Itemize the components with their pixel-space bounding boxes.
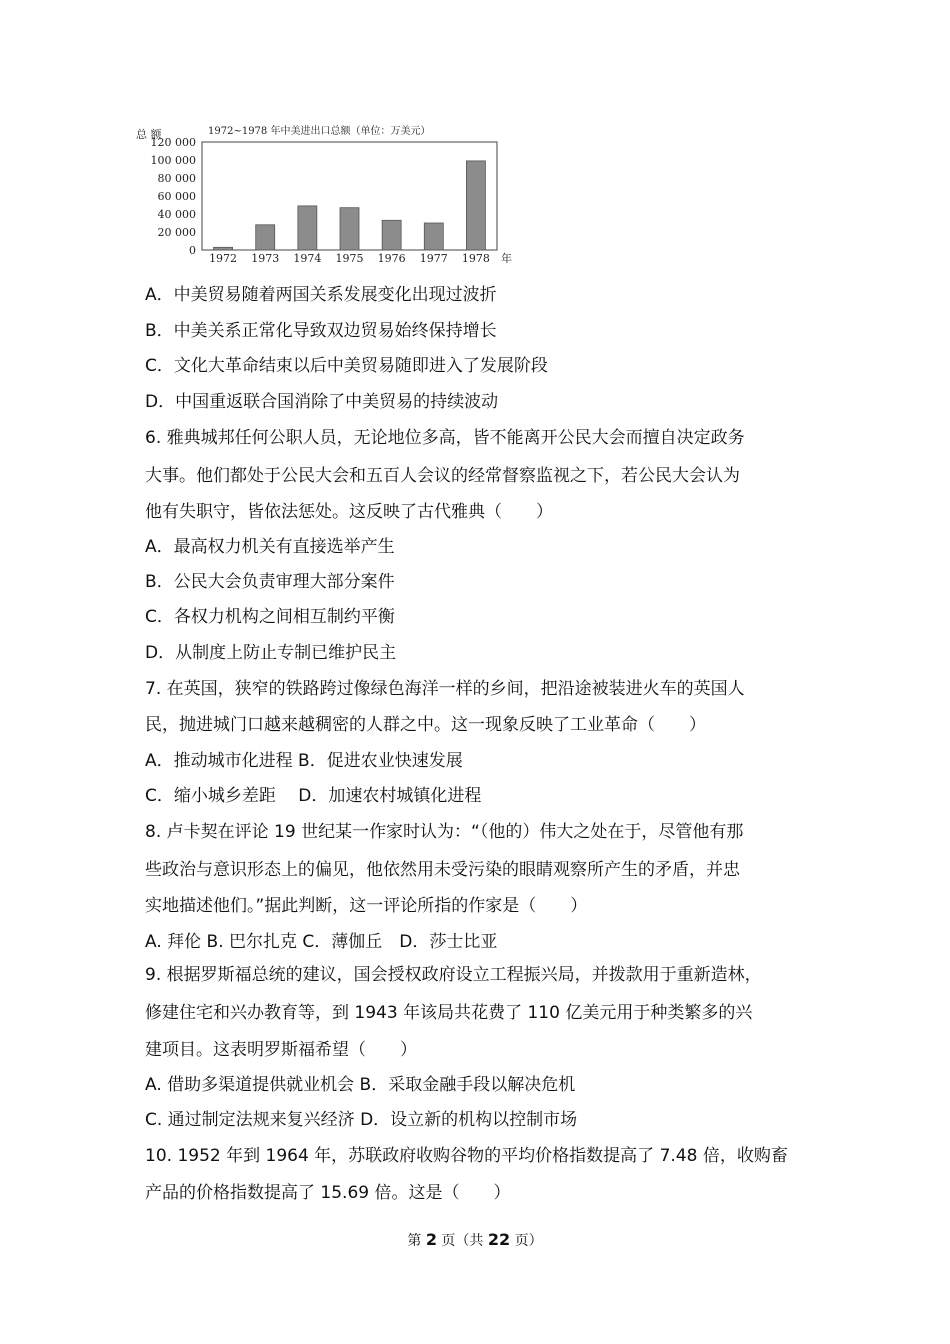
x-tick-label: 1976 xyxy=(377,252,406,265)
q5-option-d: D．中国重返联合国消除了中美贸易的持续波动 xyxy=(145,392,499,412)
bar-1976 xyxy=(382,220,401,250)
q5-option-a: A．中美贸易随着两国关系发展变化出现过波折 xyxy=(145,285,497,305)
q6-stem-line: 大事。他们都处于公民大会和五百人会议的经常督察监视之下，若公民大会认为 xyxy=(145,466,740,486)
q8-stem-line: 实地描述他们。”据此判断，这一评论所指的作家是（ ） xyxy=(145,896,588,916)
x-tick-label: 1973 xyxy=(251,252,280,265)
x-tick-label: 1977 xyxy=(419,252,448,265)
y-tick-label: 20 000 xyxy=(157,226,196,239)
q7-options-line: A．推动城市化进程 B．促进农业快速发展 xyxy=(145,751,463,771)
chart-xlabel: 年 xyxy=(501,252,512,265)
bar-1974 xyxy=(298,206,317,250)
q10-stem-line: 产品的价格指数提高了 15.69 倍。这是（ ） xyxy=(145,1183,511,1203)
q10-stem-line: 10. 1952 年到 1964 年，苏联政府收购谷物的平均价格指数提高了 7.48 倍，收购畜 xyxy=(145,1146,788,1166)
y-tick-label: 120 000 xyxy=(150,136,196,149)
x-tick-label: 1972 xyxy=(209,252,238,265)
y-tick-label: 60 000 xyxy=(157,190,196,203)
trade-bar-chart xyxy=(130,118,520,268)
q8-stem-line: 些政治与意识形态上的偏见，他依然用未受污染的眼睛观察所产生的矛盾，并忠 xyxy=(145,860,740,880)
q7-options-line: C．缩小城乡差距 D．加速农村城镇化进程 xyxy=(145,786,482,806)
q5-option-c: C．文化大革命结束以后中美贸易随即进入了发展阶段 xyxy=(145,356,548,376)
q9-stem-line: 9. 根据罗斯福总统的建议，国会授权政府设立工程振兴局，并拨款用于重新造林， xyxy=(145,965,762,985)
y-tick-label: 80 000 xyxy=(157,172,196,185)
footer-prefix: 第 xyxy=(407,1233,426,1249)
chart-title: 1972~1978 年中美进出口总额（单位：万美元） xyxy=(208,126,431,137)
q6-option-c: C．各权力机构之间相互制约平衡 xyxy=(145,607,395,627)
bar-1973 xyxy=(256,225,275,250)
bar-1972 xyxy=(214,247,233,250)
q8-stem-line: 8. 卢卡契在评论 19 世纪某一作家时认为：“（他的）伟大之处在于，尽管他有那 xyxy=(145,822,744,842)
q8-options-line: A. 拜伦 B. 巴尔扎克 C．薄伽丘 D．莎士比亚 xyxy=(145,932,498,952)
chart-ylabel: 总 额 xyxy=(136,128,162,141)
q6-stem-line: 他有失职守，皆依法惩处。这反映了古代雅典（ ） xyxy=(145,502,553,522)
q6-option-b: B．公民大会负责审理大部分案件 xyxy=(145,572,395,592)
q9-options-line: A. 借助多渠道提供就业机会 B．采取金融手段以解决危机 xyxy=(145,1075,576,1095)
q9-stem-line: 建项目。这表明罗斯福希望（ ） xyxy=(145,1040,417,1060)
y-tick-label: 0 xyxy=(189,244,196,257)
bar-1975 xyxy=(340,208,359,250)
q7-stem-line: 7. 在英国，狭窄的铁路跨过像绿色海洋一样的乡间，把沿途被装进火车的英国人 xyxy=(145,679,745,699)
bar-1978 xyxy=(466,161,485,250)
y-tick-label: 40 000 xyxy=(157,208,196,221)
q6-option-a: A．最高权力机关有直接选举产生 xyxy=(145,537,395,557)
q9-options-line: C. 通过制定法规来复兴经济 D．设立新的机构以控制市场 xyxy=(145,1110,578,1130)
x-tick-label: 1974 xyxy=(293,252,322,265)
footer-suffix: 页） xyxy=(510,1233,543,1249)
x-tick-label: 1978 xyxy=(461,252,490,265)
footer-total-pages: 22 xyxy=(487,1230,511,1249)
footer-middle: 页（共 xyxy=(436,1233,488,1249)
q6-stem-line: 6. 雅典城邦任何公职人员，无论地位多高，皆不能离开公民大会而擅自决定政务 xyxy=(145,428,745,448)
x-tick-label: 1975 xyxy=(335,252,364,265)
q9-stem-line: 修建住宅和兴办教育等，到 1943 年该局共花费了 110 亿美元用于种类繁多的兴 xyxy=(145,1003,753,1023)
q6-option-d: D．从制度上防止专制已维护民主 xyxy=(145,643,397,663)
y-tick-label: 100 000 xyxy=(150,154,196,167)
bar-1977 xyxy=(424,223,443,250)
page-footer xyxy=(0,1230,950,1250)
q7-stem-line: 民，抛进城门口越来越稠密的人群之中。这一现象反映了工业革命（ ） xyxy=(145,715,706,735)
q5-option-b: B．中美关系正常化导致双边贸易始终保持增长 xyxy=(145,321,497,341)
footer-page-number: 2 xyxy=(425,1230,437,1249)
